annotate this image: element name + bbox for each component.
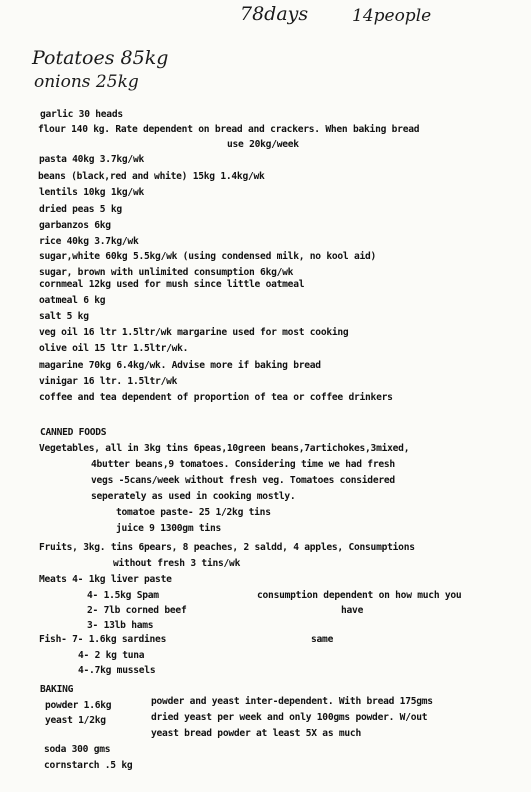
- line-meats-2-note: consumption dependent on how much you: [257, 590, 462, 601]
- line-salt: salt 5 kg: [39, 311, 89, 322]
- line-meats-3: 2- 7lb corned beef: [87, 605, 187, 616]
- line-yeast: yeast 1/2kg: [45, 715, 106, 726]
- line-fish-2: 4- 2 kg tuna: [78, 650, 145, 661]
- line-coffee: coffee and tea dependent of proportion of tea or coffee drinkers: [39, 392, 393, 403]
- line-yeast-note-2: yeast bread powder at least 5X as much: [151, 728, 361, 739]
- line-fish-1: Fish- 7- 1.6kg sardines: [39, 634, 167, 645]
- line-oatmeal: oatmeal 6 kg: [39, 295, 106, 306]
- line-veg-oil: veg oil 16 ltr 1.5ltr/wk margarine used for most cooking: [39, 327, 349, 338]
- line-fish-3: 4-.7kg mussels: [78, 665, 156, 676]
- line-beans: beans (black,red and white) 15kg 1.4kg/wk: [38, 171, 265, 182]
- line-yeast-note: dried yeast per week and only 100gms powder. W/out: [151, 712, 428, 723]
- line-dried-peas: dried peas 5 kg: [39, 204, 122, 215]
- line-rice: rice 40kg 3.7kg/wk: [39, 236, 139, 247]
- line-cornmeal: cornmeal 12kg used for mush since little oatmeal: [39, 279, 305, 290]
- handwritten-onions: onions 25kg: [34, 72, 139, 92]
- handwritten-days: 78days: [240, 3, 309, 25]
- line-powder-note: powder and yeast inter-dependent. With bread 175gms: [151, 696, 433, 707]
- section-baking: BAKING: [40, 684, 74, 695]
- line-meats-3-note: have: [341, 605, 364, 616]
- line-meats-2: 4- 1.5kg Spam: [87, 590, 159, 601]
- line-powder: powder 1.6kg: [45, 700, 112, 711]
- line-vinigar: vinigar 16 ltr. 1.5ltr/wk: [39, 376, 178, 387]
- line-olive-oil: olive oil 15 ltr 1.5ltr/wk.: [39, 343, 189, 354]
- section-canned-foods: CANNED FOODS: [40, 427, 107, 438]
- line-soda: soda 300 gms: [44, 744, 111, 755]
- line-vegetables-1: Vegetables, all in 3kg tins 6peas,10green beans,7artichokes,3mixed,: [39, 443, 410, 454]
- line-tomato-paste: tomatoe paste- 25 1/2kg tins: [116, 507, 271, 518]
- line-cornstarch: cornstarch .5 kg: [44, 760, 133, 771]
- line-juice: juice 9 1300gm tins: [116, 523, 221, 534]
- handwritten-people: 14people: [352, 6, 432, 26]
- line-lentils: lentils 10kg 1kg/wk: [39, 187, 144, 198]
- line-meats-4: 3- 13lb hams: [87, 620, 154, 631]
- line-meats-1: Meats 4- 1kg liver paste: [39, 574, 172, 585]
- line-flour: flour 140 kg. Rate dependent on bread and crackers. When baking bread: [38, 124, 420, 135]
- line-vegetables-3: vegs -5cans/week without fresh veg. Tomatoes considered: [91, 475, 395, 486]
- line-sugar-white: sugar,white 60kg 5.5kg/wk (using condensed milk, no kool aid): [39, 251, 377, 262]
- line-pasta: pasta 40kg 3.7kg/wk: [39, 154, 144, 165]
- line-flour-cont: use 20kg/week: [227, 139, 299, 150]
- line-garlic: garlic 30 heads: [40, 109, 123, 120]
- line-garbanzos: garbanzos 6kg: [39, 220, 111, 231]
- line-vegetables-4: seperately as used in cooking mostly.: [91, 491, 296, 502]
- line-margarine: magarine 70kg 6.4kg/wk. Advise more if baking bread: [39, 360, 321, 371]
- line-fruits-2: without fresh 3 tins/wk: [113, 558, 241, 569]
- handwritten-potatoes: Potatoes 85kg: [32, 47, 169, 69]
- line-fish-1-note: same: [311, 634, 334, 645]
- line-vegetables-2: 4butter beans,9 tomatoes. Considering time we had fresh: [91, 459, 395, 470]
- line-fruits-1: Fruits, 3kg. tins 6pears, 8 peaches, 2 saldd, 4 apples, Consumptions: [39, 542, 415, 553]
- line-sugar-brown: sugar, brown with unlimited consumption 6kg/wk: [39, 267, 294, 278]
